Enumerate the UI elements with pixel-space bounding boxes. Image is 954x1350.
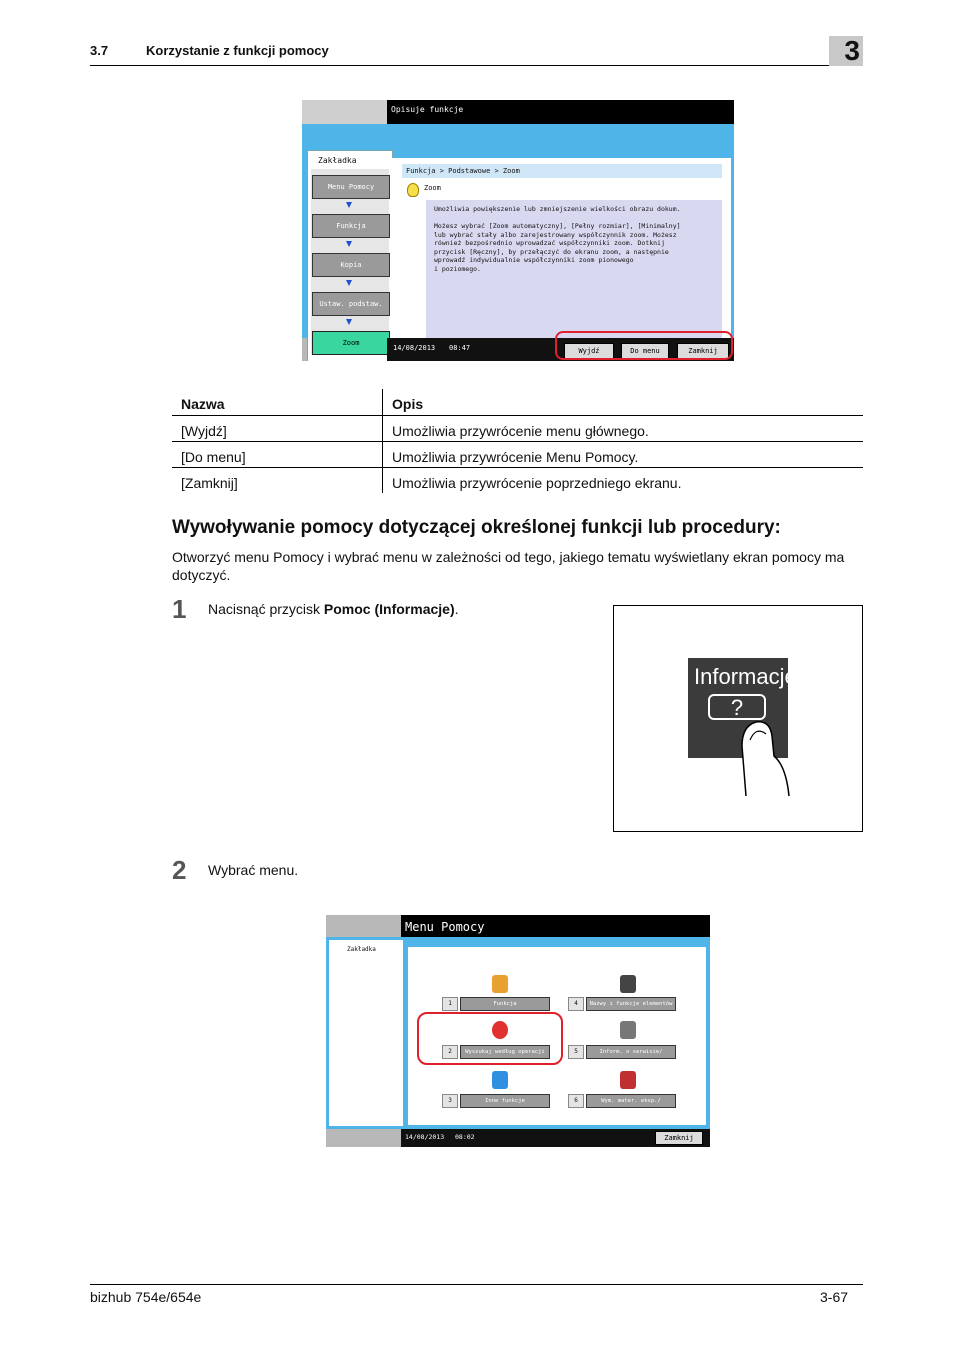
footer-rule (90, 1284, 863, 1285)
menu-item-zoom[interactable]: Zoom (312, 331, 390, 355)
menu-item-help-menu[interactable]: Menu Pomocy (312, 175, 390, 199)
help-topic-icon (492, 975, 508, 993)
footer-page-number: 3-67 (820, 1289, 849, 1305)
arrow-down-icon (346, 241, 352, 247)
status-date: 14/08/2013 (393, 344, 436, 352)
menu-item-function[interactable]: Funkcja (312, 214, 390, 238)
screen-panel (302, 124, 734, 347)
step-number: 1 (172, 594, 187, 624)
step-text-plain: Nacisnąć przycisk (208, 601, 324, 617)
buttons-table (172, 389, 863, 493)
help-item-title: Zoom (424, 184, 441, 192)
table-row (172, 442, 863, 468)
section-heading: Wywoływanie pomocy dotyczącej określonej funkcji lub procedury: (172, 517, 781, 538)
screen-title: Opisuje funkcje (391, 105, 464, 114)
screen-status-bar (401, 1129, 710, 1147)
highlight-search-by-operation (417, 1012, 563, 1065)
header-rule (90, 65, 863, 66)
tab-panel (307, 150, 393, 361)
chapter-number: 3 (844, 35, 860, 66)
section-number: 3.7 (90, 43, 109, 58)
table-divider (382, 389, 383, 493)
menu-number: 2 (442, 1045, 458, 1059)
menu-number: 1 (442, 997, 458, 1011)
table-cell-name: [Do menu] (181, 449, 246, 465)
info-icon (620, 1021, 636, 1039)
footer-model: bizhub 754e/654e (90, 1289, 202, 1305)
menu-button-other-functions[interactable]: Inne funkcje (460, 1094, 550, 1108)
table-row (172, 468, 863, 493)
screen-title: Menu Pomocy (405, 920, 485, 934)
arrow-down-icon (346, 202, 352, 208)
tools-icon (620, 1071, 636, 1089)
menu-path (311, 169, 389, 355)
menu-number: 5 (568, 1045, 584, 1059)
info-button-illustration (613, 605, 863, 832)
question-mark-icon: ? (708, 694, 766, 720)
step-number: 2 (172, 855, 187, 885)
menu-item-basic-settings[interactable]: Ustaw. podstaw. (312, 292, 390, 316)
intro-paragraph: Otworzyć menu Pomocy i wybrać menu w zależności od tego, jakiego tematu wyświetlany ekran pomocy ma dotyczyć. (172, 549, 845, 583)
table-cell-description: Umożliwia przywrócenie menu głównego. (392, 423, 649, 439)
step-text-bold: Pomoc (Informacje) (323, 601, 455, 617)
close-button[interactable]: Zamknij (677, 343, 729, 359)
menu-number: 3 (442, 1094, 458, 1108)
table-cell-description: Umożliwia przywrócenie Menu Pomocy. (392, 449, 639, 465)
printer-icon (620, 975, 636, 993)
menu-button-service-info[interactable]: Inform. o serwisie/ administratorze (586, 1045, 676, 1059)
table-cell-name: [Wyjdź] (181, 423, 227, 439)
menu-button-consumables[interactable]: Wym. mater. eksp./ Procedura przetw. (586, 1094, 676, 1108)
menu-item-copy[interactable]: Kopia (312, 253, 390, 277)
table-cell-description: Umożliwia przywrócenie poprzedniego ekranu. (392, 475, 682, 491)
status-time: 08:47 (449, 344, 471, 352)
close-button[interactable]: Zamknij (655, 1131, 703, 1145)
highlight-buttons (555, 331, 733, 360)
tab-label: Zakładka (347, 946, 376, 953)
information-label: Informacje (694, 664, 797, 689)
step-text: Wybrać menu. (208, 862, 299, 878)
lightbulb-icon (492, 1071, 508, 1089)
breadcrumb: Funkcja > Podstawowe > Zoom (402, 164, 722, 178)
menu-number: 6 (568, 1094, 584, 1108)
tab-panel (329, 940, 403, 1126)
menu-button-function[interactable]: Funkcja (460, 997, 550, 1011)
status-date: 14/08/2013 (405, 1133, 445, 1141)
help-description: Umożliwia powiększenie lub zmniejszenie wielkości obrazu dokum. Możesz wybrać [Zoom automatyczny], [Pełny rozmiar], [Minimalny] lub wybrać stały albo zarejestrowany współczynnik zoom. Możesz również bezpośrednio wprowadzać współczynniki zoom. Dotknij przycisk [Ręczny], by przełączyć do ekranu zoom, a następnie wprowadź indywidualnie współczynniki zoom pionowego i poziomego. (426, 200, 722, 356)
to-menu-button[interactable]: Do menu (621, 343, 669, 359)
step-text-end: . (454, 601, 459, 617)
arrow-down-icon (346, 319, 352, 325)
step-text (208, 601, 459, 617)
lightbulb-icon (407, 183, 419, 197)
exit-button[interactable]: Wyjdź (564, 343, 614, 359)
tab-label: Zakładka (318, 156, 357, 165)
table-header-row (172, 389, 863, 416)
menu-button-search-by-operation[interactable]: Wyszukaj według operacji (460, 1045, 550, 1059)
finger-icon (734, 706, 804, 801)
help-screen-describe-function (302, 100, 734, 361)
table-header-description: Opis (392, 396, 424, 412)
section-title: Korzystanie z funkcji pomocy (146, 43, 329, 58)
chapter-badge (829, 36, 863, 66)
status-time: 08:02 (455, 1133, 475, 1141)
arrow-down-icon (346, 280, 352, 286)
table-cell-name: [Zamknij] (181, 475, 238, 491)
table-row (172, 416, 863, 442)
help-content (392, 158, 731, 358)
menu-button-names-and-functions[interactable]: Nazwy i funkcje elementów (586, 997, 676, 1011)
table-header-name: Nazwa (181, 396, 225, 412)
menu-number: 4 (568, 997, 584, 1011)
